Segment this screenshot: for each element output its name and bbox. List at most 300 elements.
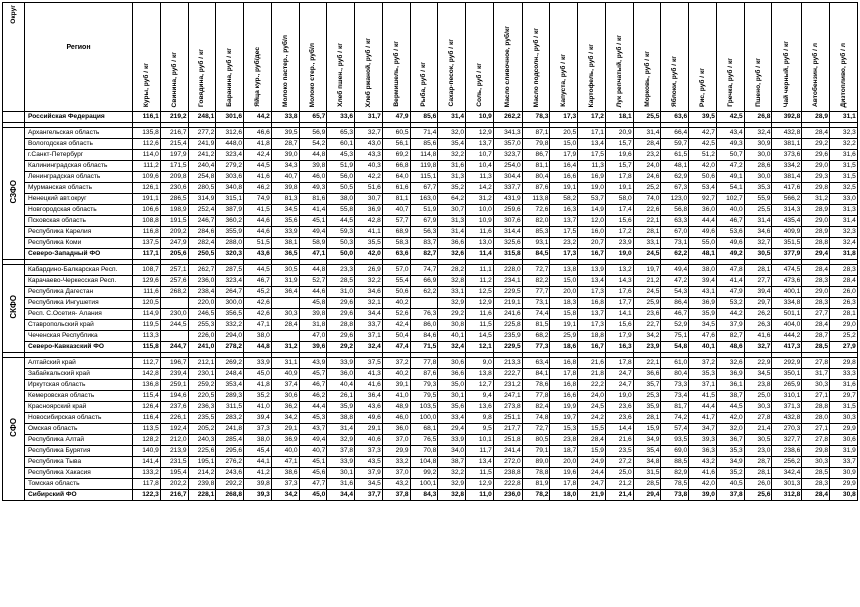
value-cell: 222,7 bbox=[493, 369, 522, 380]
value-cell: 113,5 bbox=[133, 424, 161, 435]
table-row bbox=[3, 446, 858, 457]
table-row bbox=[3, 276, 858, 287]
value-cell: 47,1 bbox=[244, 320, 272, 331]
value-cell: 228,0 bbox=[493, 265, 522, 276]
value-cell: 409,9 bbox=[772, 227, 802, 238]
value-cell: 229,5 bbox=[493, 287, 522, 298]
value-cell: 47,0 bbox=[299, 331, 327, 342]
value-cell: 23,2 bbox=[550, 238, 578, 249]
value-cell: 262,7 bbox=[188, 265, 216, 276]
value-cell: 435,4 bbox=[772, 216, 802, 227]
table-row bbox=[3, 150, 858, 161]
value-cell: 57,7 bbox=[382, 216, 410, 227]
value-cell: 64,0 bbox=[382, 172, 410, 183]
value-cell: 19,9 bbox=[550, 402, 578, 413]
value-cell: 11,5 bbox=[466, 468, 494, 479]
value-cell: 33,9 bbox=[327, 358, 355, 369]
value-cell: 30,7 bbox=[438, 205, 466, 216]
value-cell: 74,9 bbox=[244, 194, 272, 205]
table-row bbox=[3, 435, 858, 446]
value-cell: 51,9 bbox=[410, 205, 438, 216]
value-cell: 26,1 bbox=[327, 391, 355, 402]
value-cell: 195,4 bbox=[160, 468, 188, 479]
value-cell: 26,0 bbox=[830, 287, 858, 298]
value-cell: 31,1 bbox=[271, 358, 299, 369]
value-cell: 85,6 bbox=[410, 112, 438, 123]
value-cell: 43,4 bbox=[716, 128, 744, 139]
value-cell: 42,6 bbox=[244, 309, 272, 320]
value-cell: 25,2 bbox=[633, 183, 661, 194]
value-cell: 111,2 bbox=[133, 161, 161, 172]
value-cell: 36,1 bbox=[716, 380, 744, 391]
value-cell: 114,9 bbox=[133, 309, 161, 320]
value-cell: 28,3 bbox=[802, 479, 830, 490]
value-cell: 32,2 bbox=[438, 150, 466, 161]
value-cell: 28,8 bbox=[802, 238, 830, 249]
value-cell: 243,6 bbox=[216, 468, 244, 479]
value-cell: 41,8 bbox=[244, 139, 272, 150]
value-cell: 17,9 bbox=[550, 150, 578, 161]
value-cell: 212,0 bbox=[160, 435, 188, 446]
value-cell: 37,4 bbox=[271, 380, 299, 391]
value-cell: 283,2 bbox=[216, 413, 244, 424]
value-cell: 11,5 bbox=[466, 320, 494, 331]
value-cell: 28,6 bbox=[744, 161, 772, 172]
column-header: Говядина, руб / кг bbox=[188, 3, 216, 112]
value-cell: 56,9 bbox=[299, 128, 327, 139]
column-header: Пшено, руб / кг bbox=[744, 3, 772, 112]
value-cell: 119,5 bbox=[133, 320, 161, 331]
value-cell: 219,2 bbox=[160, 112, 188, 123]
value-cell: 10,4 bbox=[466, 161, 494, 172]
value-cell: 11,3 bbox=[466, 172, 494, 183]
value-cell: 246,5 bbox=[188, 309, 216, 320]
value-cell: 55,9 bbox=[744, 194, 772, 205]
value-cell: 292,9 bbox=[772, 358, 802, 369]
value-cell: 11,4 bbox=[466, 249, 494, 260]
table-row bbox=[3, 331, 858, 342]
value-cell: 85,3 bbox=[522, 227, 550, 238]
value-cell: 59,3 bbox=[327, 227, 355, 238]
value-cell: 32,8 bbox=[438, 490, 466, 501]
value-cell: 45,3 bbox=[327, 150, 355, 161]
value-cell: 122,3 bbox=[133, 490, 161, 501]
value-cell: 38,0 bbox=[689, 265, 717, 276]
value-cell: 15,8 bbox=[550, 309, 578, 320]
value-cell: 58,2 bbox=[550, 194, 578, 205]
value-cell: 219,1 bbox=[493, 298, 522, 309]
value-cell: 28,9 bbox=[802, 205, 830, 216]
value-cell: 33,7 bbox=[830, 457, 858, 468]
value-cell: 286,5 bbox=[160, 194, 188, 205]
value-cell: 216,7 bbox=[160, 490, 188, 501]
value-cell: 13,4 bbox=[466, 457, 494, 468]
value-cell: 27,8 bbox=[802, 435, 830, 446]
value-cell: 24,9 bbox=[578, 457, 606, 468]
value-cell: 17,8 bbox=[605, 358, 633, 369]
okrug-empty-cell bbox=[3, 112, 25, 123]
region-name: Ненецкий авт.округ bbox=[25, 194, 133, 205]
value-cell: 32,7 bbox=[355, 128, 383, 139]
value-cell: 112,6 bbox=[133, 139, 161, 150]
value-cell: 12,9 bbox=[466, 479, 494, 490]
total-row bbox=[3, 112, 858, 123]
value-cell: 325,6 bbox=[493, 238, 522, 249]
value-cell: 81,6 bbox=[299, 194, 327, 205]
value-cell: 43,6 bbox=[244, 249, 272, 260]
value-cell: 256,2 bbox=[772, 457, 802, 468]
value-cell: 38,7 bbox=[438, 457, 466, 468]
value-cell: 31,5 bbox=[633, 468, 661, 479]
table-row bbox=[3, 309, 858, 320]
value-cell: 39,4 bbox=[689, 276, 717, 287]
value-cell: 82,9 bbox=[661, 468, 689, 479]
value-cell: 43,2 bbox=[689, 457, 717, 468]
value-cell bbox=[410, 298, 438, 309]
value-cell: 230,0 bbox=[160, 309, 188, 320]
value-cell: 39,4 bbox=[244, 413, 272, 424]
value-cell: 49,4 bbox=[299, 227, 327, 238]
value-cell: 32,6 bbox=[716, 358, 744, 369]
value-cell: 82,2 bbox=[522, 276, 550, 287]
region-name: Омская область bbox=[25, 424, 133, 435]
table-row bbox=[3, 287, 858, 298]
value-cell: 17,3 bbox=[550, 112, 578, 123]
value-cell: 17,3 bbox=[550, 249, 578, 260]
region-name: Республика Тыва bbox=[25, 457, 133, 468]
value-cell: 22,9 bbox=[744, 358, 772, 369]
value-cell: 255,3 bbox=[188, 320, 216, 331]
value-cell: 214,2 bbox=[188, 468, 216, 479]
value-cell: 48,6 bbox=[716, 342, 744, 353]
value-cell: 39,5 bbox=[689, 112, 717, 123]
value-cell: 292,2 bbox=[216, 479, 244, 490]
value-cell: 46,6 bbox=[244, 128, 272, 139]
value-cell: 13,7 bbox=[466, 139, 494, 150]
value-cell: 28,9 bbox=[802, 112, 830, 123]
value-cell: 66,4 bbox=[661, 128, 689, 139]
value-cell: 34,5 bbox=[744, 369, 772, 380]
value-cell: 27,7 bbox=[802, 309, 830, 320]
value-cell: 43,7 bbox=[299, 424, 327, 435]
value-cell: 192,4 bbox=[160, 424, 188, 435]
value-cell: 226,1 bbox=[160, 413, 188, 424]
value-cell: 16,6 bbox=[550, 391, 578, 402]
value-cell: 240,3 bbox=[188, 435, 216, 446]
value-cell: 47,9 bbox=[382, 112, 410, 123]
value-cell: 171,5 bbox=[160, 161, 188, 172]
value-cell: 323,4 bbox=[216, 150, 244, 161]
value-cell: 28,9 bbox=[802, 227, 830, 238]
value-cell: 34,6 bbox=[355, 287, 383, 298]
value-cell: 312,8 bbox=[772, 490, 802, 501]
value-cell: 32,8 bbox=[438, 276, 466, 287]
value-cell: 10,7 bbox=[466, 150, 494, 161]
value-cell: 71,4 bbox=[410, 128, 438, 139]
value-cell: 46,0 bbox=[299, 172, 327, 183]
okrug-label: СФО bbox=[3, 358, 25, 501]
value-cell: 26,8 bbox=[744, 112, 772, 123]
value-cell: 40,6 bbox=[355, 435, 383, 446]
value-cell: 33,0 bbox=[830, 194, 858, 205]
value-cell: 11,6 bbox=[466, 227, 494, 238]
value-cell: 39,8 bbox=[271, 183, 299, 194]
value-cell: 41,5 bbox=[689, 391, 717, 402]
value-cell: 58,9 bbox=[299, 238, 327, 249]
value-cell: 23,8 bbox=[744, 380, 772, 391]
value-cell: 236,0 bbox=[493, 490, 522, 501]
value-cell: 62,9 bbox=[661, 172, 689, 183]
value-cell: 314,9 bbox=[188, 194, 216, 205]
value-cell: 31,6 bbox=[830, 380, 858, 391]
value-cell bbox=[160, 331, 188, 342]
value-cell: 9,4 bbox=[466, 391, 494, 402]
value-cell: 17,8 bbox=[550, 369, 578, 380]
value-cell: 474,5 bbox=[772, 265, 802, 276]
region-name: Карачаево-Черкесская Респ. bbox=[25, 276, 133, 287]
value-cell: 44,4 bbox=[689, 402, 717, 413]
value-cell: 28,4 bbox=[830, 276, 858, 287]
value-cell: 41,6 bbox=[744, 331, 772, 342]
value-cell: 39,8 bbox=[299, 309, 327, 320]
value-cell: 21,2 bbox=[605, 479, 633, 490]
value-cell: 55,8 bbox=[327, 205, 355, 216]
value-cell: 42,5 bbox=[716, 112, 744, 123]
value-cell: 34,8 bbox=[633, 457, 661, 468]
value-cell: 12,0 bbox=[578, 216, 606, 227]
value-cell: 18,6 bbox=[550, 342, 578, 353]
value-cell: 35,9 bbox=[633, 402, 661, 413]
value-cell: 205,6 bbox=[160, 249, 188, 260]
value-cell: 16,7 bbox=[578, 249, 606, 260]
value-cell: 35,9 bbox=[689, 309, 717, 320]
value-cell: 13,4 bbox=[578, 276, 606, 287]
region-name: Ставропольский край bbox=[25, 320, 133, 331]
value-cell: 50,4 bbox=[382, 331, 410, 342]
value-cell: 136,8 bbox=[133, 380, 161, 391]
value-cell: 37,3 bbox=[271, 479, 299, 490]
value-cell: 15,0 bbox=[550, 276, 578, 287]
value-cell: 284,6 bbox=[188, 227, 216, 238]
value-cell: 72,6 bbox=[522, 205, 550, 216]
value-cell: 23,6 bbox=[605, 402, 633, 413]
value-cell: 24,7 bbox=[605, 369, 633, 380]
value-cell: 17,3 bbox=[578, 287, 606, 298]
value-cell: 36,9 bbox=[716, 369, 744, 380]
region-name: Иркутская область bbox=[25, 380, 133, 391]
table-row bbox=[3, 238, 858, 249]
value-cell: 86,0 bbox=[410, 320, 438, 331]
value-cell: 31,4 bbox=[438, 112, 466, 123]
value-cell: 68,1 bbox=[410, 424, 438, 435]
region-name: Вологодская область bbox=[25, 139, 133, 150]
value-cell: 52,6 bbox=[382, 309, 410, 320]
value-cell: 19,1 bbox=[605, 183, 633, 194]
value-cell: 360,2 bbox=[216, 216, 244, 227]
value-cell: 23,0 bbox=[744, 446, 772, 457]
value-cell: 68,9 bbox=[382, 227, 410, 238]
value-cell: 13,6 bbox=[466, 402, 494, 413]
value-cell: 264,7 bbox=[216, 287, 244, 298]
value-cell: 36,0 bbox=[327, 369, 355, 380]
value-cell: 28,7 bbox=[744, 457, 772, 468]
value-cell: 32,0 bbox=[716, 424, 744, 435]
value-cell: 33,4 bbox=[438, 413, 466, 424]
table-body bbox=[3, 112, 858, 501]
value-cell: 27,8 bbox=[744, 413, 772, 424]
value-cell: 61,5 bbox=[661, 150, 689, 161]
value-cell: 236,0 bbox=[188, 276, 216, 287]
value-cell: 33,9 bbox=[438, 435, 466, 446]
value-cell: 78,5 bbox=[661, 479, 689, 490]
value-cell: 247,9 bbox=[160, 238, 188, 249]
value-cell: 45,4 bbox=[244, 446, 272, 457]
value-cell: 234,1 bbox=[493, 276, 522, 287]
value-cell: 41,6 bbox=[244, 172, 272, 183]
value-cell: 84,1 bbox=[522, 369, 550, 380]
value-cell: 31,3 bbox=[830, 205, 858, 216]
price-table bbox=[2, 2, 858, 501]
value-cell: 31,6 bbox=[438, 161, 466, 172]
value-cell: 37,8 bbox=[716, 490, 744, 501]
value-cell: 304,4 bbox=[493, 172, 522, 183]
value-cell: 44,4 bbox=[689, 216, 717, 227]
value-cell: 32,7 bbox=[744, 342, 772, 353]
value-cell: 99,2 bbox=[410, 468, 438, 479]
value-cell: 315,8 bbox=[493, 249, 522, 260]
value-cell: 244,5 bbox=[160, 320, 188, 331]
region-name: Новосибирская область bbox=[25, 413, 133, 424]
value-cell: 29,2 bbox=[438, 309, 466, 320]
value-cell: 45,1 bbox=[299, 216, 327, 227]
value-cell: 81,1 bbox=[382, 194, 410, 205]
value-cell: 43,0 bbox=[355, 139, 383, 150]
table-row bbox=[3, 457, 858, 468]
value-cell: 76,3 bbox=[410, 309, 438, 320]
column-header: Картофель, руб / кг bbox=[578, 3, 606, 112]
value-cell: 16,8 bbox=[550, 380, 578, 391]
value-cell: 400,1 bbox=[772, 287, 802, 298]
value-cell: 28,1 bbox=[633, 227, 661, 238]
value-cell: 29,7 bbox=[744, 298, 772, 309]
value-cell: 29,6 bbox=[327, 331, 355, 342]
value-cell: 47,8 bbox=[716, 265, 744, 276]
value-cell: 72,7 bbox=[522, 424, 550, 435]
value-cell: 93,1 bbox=[522, 238, 550, 249]
value-cell: 55,0 bbox=[689, 238, 717, 249]
value-cell: 51,6 bbox=[355, 183, 383, 194]
value-cell: 38,1 bbox=[271, 238, 299, 249]
value-cell: 25,9 bbox=[550, 331, 578, 342]
value-cell: 34,3 bbox=[271, 161, 299, 172]
value-cell: 230,1 bbox=[188, 369, 216, 380]
value-cell: 31,6 bbox=[830, 150, 858, 161]
value-cell: 93,5 bbox=[661, 435, 689, 446]
value-cell: 30,0 bbox=[744, 172, 772, 183]
region-name: Чеченская Республика bbox=[25, 331, 133, 342]
value-cell: 37,8 bbox=[382, 490, 410, 501]
value-cell: 59,7 bbox=[661, 139, 689, 150]
value-cell: 41,3 bbox=[355, 369, 383, 380]
value-cell: 254,8 bbox=[188, 172, 216, 183]
value-cell: 28,7 bbox=[802, 331, 830, 342]
value-cell: 32,5 bbox=[830, 183, 858, 194]
value-cell: 42,8 bbox=[355, 216, 383, 227]
value-cell: 31,9 bbox=[830, 446, 858, 457]
value-cell: 11,3 bbox=[578, 161, 606, 172]
region-name: Калининградская область bbox=[25, 161, 133, 172]
value-cell: 24,7 bbox=[605, 380, 633, 391]
value-cell: 43,1 bbox=[689, 287, 717, 298]
value-cell: 21,2 bbox=[633, 276, 661, 287]
value-cell: 24,0 bbox=[633, 161, 661, 172]
value-cell: 52,9 bbox=[661, 320, 689, 331]
value-cell: 24,2 bbox=[578, 413, 606, 424]
value-cell: 38,0 bbox=[244, 331, 272, 342]
value-cell: 10,1 bbox=[466, 435, 494, 446]
value-cell: 270,3 bbox=[772, 424, 802, 435]
value-cell: 29,6 bbox=[327, 298, 355, 309]
value-cell: 41,4 bbox=[716, 276, 744, 287]
value-cell: 111,6 bbox=[133, 287, 161, 298]
value-cell: 49,2 bbox=[716, 249, 744, 260]
value-cell: 14,9 bbox=[578, 205, 606, 216]
value-cell: 22,7 bbox=[633, 320, 661, 331]
value-cell: 44,8 bbox=[299, 150, 327, 161]
column-header: Рыба, руб / кг bbox=[410, 3, 438, 112]
value-cell: 52,7 bbox=[299, 276, 327, 287]
value-cell: 13,8 bbox=[466, 369, 494, 380]
value-cell: 26,2 bbox=[744, 309, 772, 320]
value-cell: 32,1 bbox=[355, 298, 383, 309]
value-cell: 24,5 bbox=[633, 249, 661, 260]
value-cell: 230,6 bbox=[160, 183, 188, 194]
value-cell: 39,0 bbox=[271, 150, 299, 161]
value-cell: 37,5 bbox=[355, 358, 383, 369]
value-cell: 43,2 bbox=[382, 479, 410, 490]
value-cell: 38,0 bbox=[244, 435, 272, 446]
value-cell: 288,0 bbox=[216, 238, 244, 249]
value-cell: 9,8 bbox=[466, 413, 494, 424]
value-cell: 15,6 bbox=[605, 320, 633, 331]
value-cell: 32,9 bbox=[438, 479, 466, 490]
value-cell: 31,4 bbox=[744, 216, 772, 227]
column-header: Морковь, руб / кг bbox=[633, 3, 661, 112]
value-cell: 46,7 bbox=[244, 276, 272, 287]
value-cell: 33,9 bbox=[327, 457, 355, 468]
value-cell: 17,2 bbox=[578, 112, 606, 123]
value-cell: 327,7 bbox=[772, 435, 802, 446]
value-cell: 300,0 bbox=[216, 298, 244, 309]
value-cell: 13,9 bbox=[578, 265, 606, 276]
region-name: Северо-Западный ФО bbox=[25, 249, 133, 260]
value-cell: 39,3 bbox=[244, 490, 272, 501]
value-cell: 16,8 bbox=[550, 358, 578, 369]
value-cell: 35,9 bbox=[327, 402, 355, 413]
column-header: Хлеб ржаной, руб / кг bbox=[355, 3, 383, 112]
value-cell: 259,1 bbox=[160, 380, 188, 391]
value-cell: 25,0 bbox=[744, 391, 772, 402]
value-cell: 228,1 bbox=[188, 490, 216, 501]
value-cell: 248,1 bbox=[188, 112, 216, 123]
value-cell: 48,9 bbox=[382, 402, 410, 413]
value-cell: 36,9 bbox=[689, 298, 717, 309]
value-cell: 25,9 bbox=[633, 298, 661, 309]
value-cell: 49,3 bbox=[299, 183, 327, 194]
value-cell: 20,0 bbox=[550, 287, 578, 298]
value-cell: 12,7 bbox=[466, 380, 494, 391]
value-cell: 117,1 bbox=[133, 249, 161, 260]
